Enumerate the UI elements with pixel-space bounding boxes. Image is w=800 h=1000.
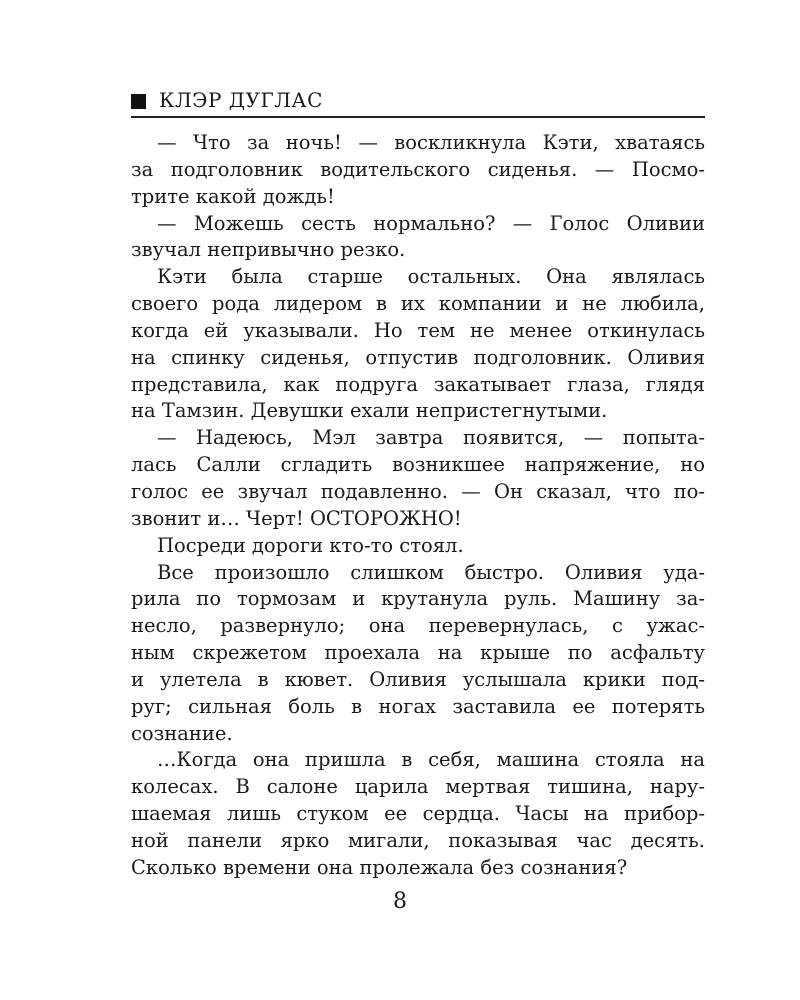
text-line: — Можешь сесть нормально? — Голос Оливии [157,211,705,235]
text-line: голос ее звучал подавленно. — Он сказал, что по- [131,479,705,503]
author-name: КЛЭР ДУГЛАС [159,88,323,112]
page-number: 8 [393,889,407,914]
text-line: когда ей указывали. Но тем не менее откинулась [131,318,705,342]
text-line: — Надеюсь, Мэл завтра появится, — попыта- [157,426,705,450]
text-line: …Когда она пришла в себя, машина стояла на [157,748,705,772]
text-line: звучал непривычно резко. [131,238,406,262]
text-line: рила по тормозам и крутанула руль. Машину за- [131,587,705,611]
text-line: на Тамзин. Девушки ехали непристегнутыми. [131,399,608,423]
text-line: лась Салли сгладить возникшее напряжение, но [131,453,705,477]
text-line: и улетела в кювет. Оливия услышала крики под- [131,667,705,691]
text-line: Сколько времени она пролежала без сознания? [131,855,628,879]
text-line: ной панели ярко мигали, показывая час десять. [131,828,705,852]
body-text [131,130,705,882]
text-line: своего рода лидером в их компании и не любила, [131,292,705,316]
text-line: звонит и… Черт! ОСТОРОЖНО! [131,506,462,530]
text-line: колесах. В салоне царила мертвая тишина, нару- [131,775,705,799]
text-line: Кэти была старше остальных. Она являлась [157,265,705,289]
text-line: на спинку сиденья, отпустив подголовник. Оливия [131,345,705,369]
text-line: Посреди дороги кто-то стоял. [157,533,464,557]
text-line: руг; сильная боль в ногах заставила ее потерять [131,694,705,718]
running-header [131,86,705,118]
text-line: несло, развернуло; она перевернулась, с ужас- [131,614,705,638]
header-square-marker [131,94,146,109]
text-line: сознание. [131,721,233,745]
text-line: ным скрежетом проехала на крыше по асфальту [131,641,705,665]
text-line: Все произошло слишком быстро. Оливия уда- [157,560,705,584]
text-line: представила, как подруга закатывает глаза, глядя [131,372,705,396]
text-line: — Что за ночь! — воскликнула Кэти, хватаясь [157,131,705,154]
text-line: шаемая лишь стуком ее сердца. Часы на прибор- [131,802,705,826]
text-line: за подголовник водительского сиденья. — Посмо- [131,157,705,181]
text-line: трите какой дождь! [131,184,335,208]
